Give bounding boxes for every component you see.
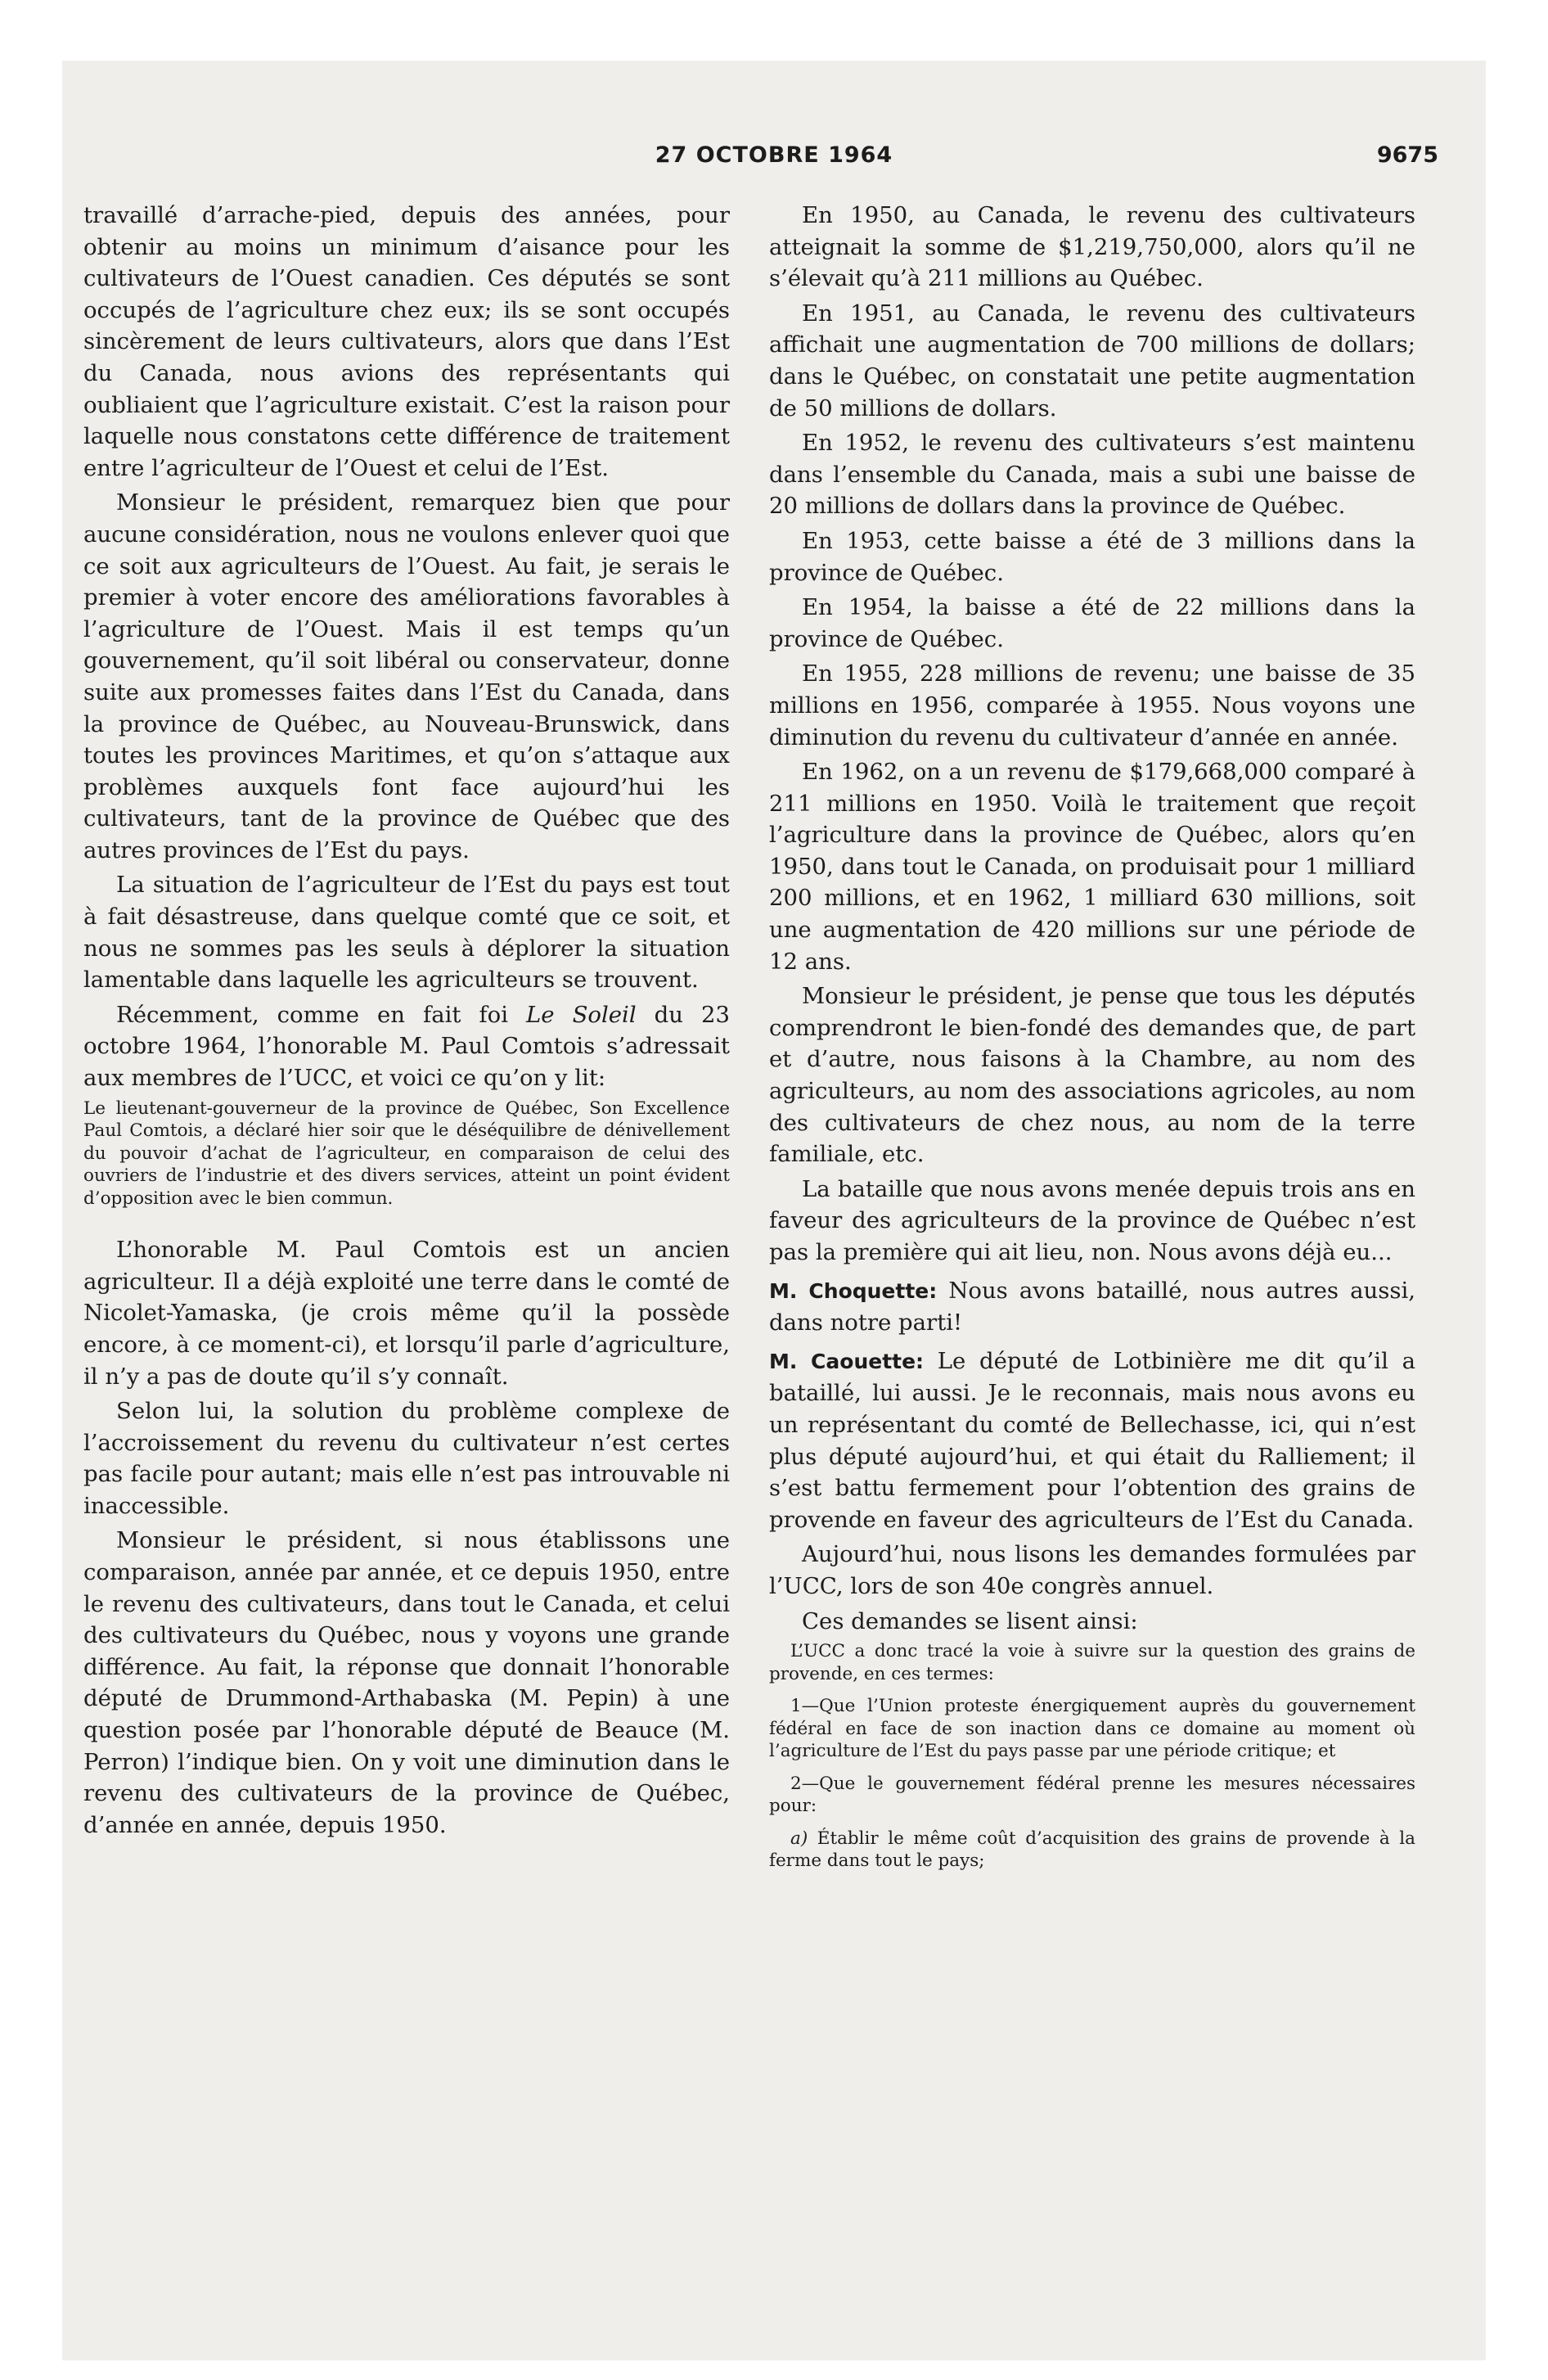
list-label: a) (790, 1828, 808, 1849)
paragraph: travaillé d’arrache-pied, depuis des années, pour obtenir au moins un minimum d’aisance pour les cultivateurs de l’Ouest canadien. Ces députés se sont occupés de l’agriculture chez eux; ils se sont occupés sincèrement de leurs cultivateurs, alors que dans l’Est du Canada, nous avions des représentants qui oubliaient que l’agriculture existait. C’est la raison pour laquelle nous constatons cette différence de traitement entre l’agriculteur de l’Ouest et celui de l’Est. (83, 202, 730, 481)
left-column (83, 200, 730, 1844)
page-number: 9675 (1376, 142, 1438, 168)
text-run: du 23 octobre 1964, l’honorable M. Paul Comtois s’adressait aux membres de l’UCC, et voici ce qu’on y lit: (83, 1001, 730, 1092)
paragraph: Selon lui, la solution du problème complexe de l’accroissement du revenu du cultivateur n’est certes pas facile pour autant; mais elle n’est pas introuvable ni inaccessible. (83, 1398, 730, 1519)
paragraph: Aujourd’hui, nous lisons les demandes formulées par l’UCC, lors de son 40e congrès annuel. (769, 1541, 1415, 1599)
text-run: Établir le même coût d’acquisition des grains de provende à la ferme dans tout le pays; (769, 1828, 1415, 1872)
text-run: Nous avons bataillé, nous autres aussi, dans notre parti! (769, 1277, 1415, 1336)
page-header (62, 142, 1486, 178)
block-quote (769, 1828, 1415, 1873)
block-quote: Le lieutenant-gouverneur de la province de Québec, Son Excellence Paul Comtois, a déclaré hier soir que le déséquilibre de dénivellement du pouvoir d’achat de l’agriculteur, en comparaison de celui des ouvriers de l’industrie et des divers services, atteint un point évident d’opposition avec le bien commun. (83, 1098, 730, 1209)
paragraph: La bataille que nous avons menée depuis trois ans en faveur des agriculteurs de la province de Québec n’est pas la première qui ait lieu, non. Nous avons déjà eu... (769, 1175, 1415, 1265)
text-run: Le député de Lotbinière me dit qu’il a bataillé, lui aussi. Je le reconnais, mais nous avons eu un représentant du comté de Bellechasse, ici, qui n’est plus député aujourd’hui, et qui était du Ralliement; il s’est battu fermement pour l’obtention des grains de provende en faveur des agriculteurs de l’Est du Canada. (769, 1347, 1415, 1533)
paragraph: En 1950, au Canada, le revenu des cultivateurs atteignait la somme de $1,219,750,000, alors qu’il ne s’élevait qu’à 211 millions au Québec. (769, 202, 1415, 292)
paragraph: Monsieur le président, si nous établissons une comparaison, année par année, et ce depuis 1950, entre le revenu des cultivateurs, dans tout le Canada, et celui des cultivateurs du Québec, nous y voyons une grande différence. Au fait, la réponse que donnait l’honorable député de Drummond-Arthabaska (M. Pepin) à une question posée par l’honorable député de Beauce (M. Perron) l’indique bien. On y voit une diminution dans le revenu des cultivateurs de la province de Québec, d’année en année, depuis 1950. (83, 1527, 730, 1838)
speaker-name: M. Choquette: (769, 1278, 938, 1303)
paragraph: En 1952, le revenu des cultivateurs s’est maintenu dans l’ensemble du Canada, mais a subi une baisse de 20 millions de dollars dans la province de Québec. (769, 430, 1415, 520)
paragraph: En 1951, au Canada, le revenu des cultivateurs affichait une augmentation de 700 millions de dollars; dans le Québec, on constatait une petite augmentation de 50 millions de dollars. (769, 300, 1415, 421)
speaker-paragraph (769, 1346, 1415, 1536)
header-date: 27 OCTOBRE 1964 (655, 142, 893, 168)
paragraph: En 1962, on a un revenu de $179,668,000 comparé à 211 millions en 1950. Voilà le traitement que reçoit l’agriculture dans la province de Québec, alors qu’en 1950, dans tout le Canada, on produisait pour 1 milliard 200 millions, et en 1962, 1 milliard 630 millions, soit une augmentation de 420 millions sur une période de 12 ans. (769, 759, 1415, 975)
block-quote: 1—Que l’Union proteste énergiquement auprès du gouvernement fédéral en face de son inaction dans ce domaine au moment où l’agriculture de l’Est du pays passe par une période critique; et (769, 1696, 1415, 1762)
newspaper-title: Le Soleil (526, 1001, 637, 1028)
document-page (62, 61, 1486, 2360)
paragraph: Monsieur le président, remarquez bien que pour aucune considération, nous ne voulons enlever quoi que ce soit aux agriculteurs de l’Ouest. Au fait, je serais le premier à voter encore des améliorations favorables à l’agriculture de l’Ouest. Mais il est temps qu’un gouvernement, qu’il soit libéral ou conservateur, donne suite aux promesses faites dans l’Est du Canada, dans la province de Québec, au Nouveau-Brunswick, dans toutes les provinces Maritimes, et qu’on s’attaque aux problèmes auxquels font face aujourd’hui les cultivateurs, tant de la province de Québec que des autres provinces de l’Est du pays. (83, 489, 730, 863)
speaker-name: M. Caouette: (769, 1349, 925, 1373)
paragraph: La situation de l’agriculteur de l’Est du pays est tout à fait désastreuse, dans quelque comté que ce soit, et nous ne sommes pas les seuls à déplorer la situation lamentable dans laquelle les agriculteurs se trouvent. (83, 872, 730, 994)
paragraph: Ces demandes se lisent ainsi: (802, 1607, 1138, 1634)
block-quote: L’UCC a donc tracé la voie à suivre sur la question des grains de provende, en ces termes: (769, 1641, 1415, 1684)
paragraph: En 1954, la baisse a été de 22 millions dans la province de Québec. (769, 594, 1415, 652)
block-quote: 2—Que le gouvernement fédéral prenne les mesures nécessaires pour: (769, 1773, 1415, 1817)
paragraph: L’honorable M. Paul Comtois est un ancien agriculteur. Il a déjà exploité une terre dans le comté de Nicolet-Yamaska, (je crois même qu’il la possède encore, à ce moment-ci), et lorsqu’il parle d’agriculture, il n’y a pas de doute qu’il s’y connaît. (83, 1237, 730, 1390)
speaker-paragraph (769, 1275, 1415, 1339)
paragraph: En 1955, 228 millions de revenu; une baisse de 35 millions en 1956, comparée à 1955. Nous voyons une diminution du revenu du cultivateur d’année en année. (769, 660, 1415, 751)
text-run: Récemment, comme en fait foi (116, 1001, 527, 1028)
paragraph: En 1953, cette baisse a été de 3 millions dans la province de Québec. (769, 527, 1415, 586)
right-column (769, 200, 1415, 1882)
paragraph: Monsieur le président, je pense que tous les députés comprendront le bien-fondé des demandes que, de part et d’autre, nous faisons à la Chambre, au nom des agriculteurs, au nom des associations agricoles, au nom des cultivateurs de chez nous, au nom de la terre familiale, etc. (769, 983, 1415, 1168)
paragraph (83, 999, 730, 1094)
